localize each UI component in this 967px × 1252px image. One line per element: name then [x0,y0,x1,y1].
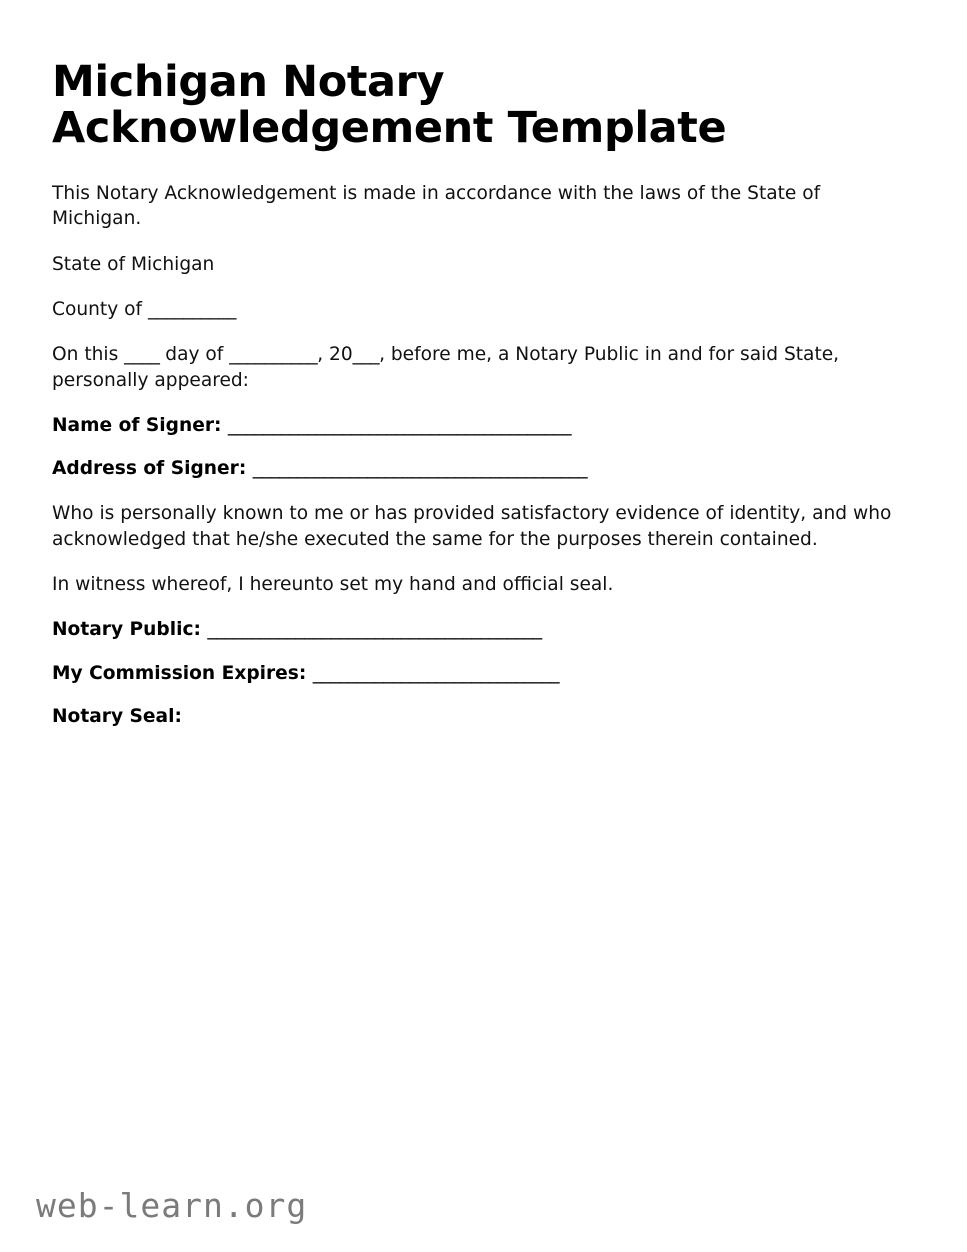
spacer [52,686,908,704]
personally-known-paragraph: Who is personally known to me or has provided satisfactory evidence of identity, and who acknowledged that he/she executed the same for the purposes therein contained. [52,503,892,550]
commission-expires-blank-field[interactable]: ____________________________ [312,662,560,684]
spacer [52,277,908,297]
spacer [52,322,908,342]
name-of-signer-blank-field[interactable]: _______________________________________ [227,414,571,436]
site-watermark: web-learn.org [36,1186,308,1225]
spacer [52,552,908,572]
spacer [52,597,908,617]
state-line: State of Michigan [52,253,215,275]
county-label: County of [52,299,148,320]
notary-public-line [52,617,908,642]
address-of-signer-line [52,456,908,481]
year-prefix: , 20 [317,344,353,366]
witness-paragraph: In witness whereof, I hereunto set my hand and official seal. [52,573,614,595]
spacer [52,643,908,661]
day-of-text: day of [159,344,230,366]
intro-paragraph: This Notary Acknowledgement is made in accordance with the laws of the State of Michigan. [52,183,821,230]
address-of-signer-blank-field[interactable]: ______________________________________ [252,458,588,480]
notary-public-blank-field[interactable]: ______________________________________ [207,619,542,641]
address-of-signer-label: Address of Signer: [52,458,253,480]
page-title: Michigan Notary Acknowledgement Template [52,57,727,153]
county-line [52,297,908,322]
day-blank-field[interactable]: ____ [124,344,160,366]
commission-expires-line [52,661,908,686]
on-this-prefix: On this [52,344,125,366]
on-this-date-line [52,342,908,393]
year-blank-field[interactable]: ___ [352,344,380,366]
document-content [52,57,908,729]
name-of-signer-label: Name of Signer: [52,414,228,436]
on-this-suffix: , before me, a Notary Public in and for said State, personally appeared: [52,344,840,391]
spacer [52,481,908,501]
spacer [52,232,908,252]
commission-expires-label: My Commission Expires: [52,662,313,684]
spacer [52,438,908,456]
month-blank-field[interactable]: __________ [229,344,318,366]
spacer [52,393,908,413]
name-of-signer-line [52,413,908,438]
spacer [52,151,908,181]
notary-seal-label: Notary Seal: [52,705,182,727]
county-blank-field[interactable]: __________ [147,299,236,320]
notary-public-label: Notary Public: [52,619,208,641]
